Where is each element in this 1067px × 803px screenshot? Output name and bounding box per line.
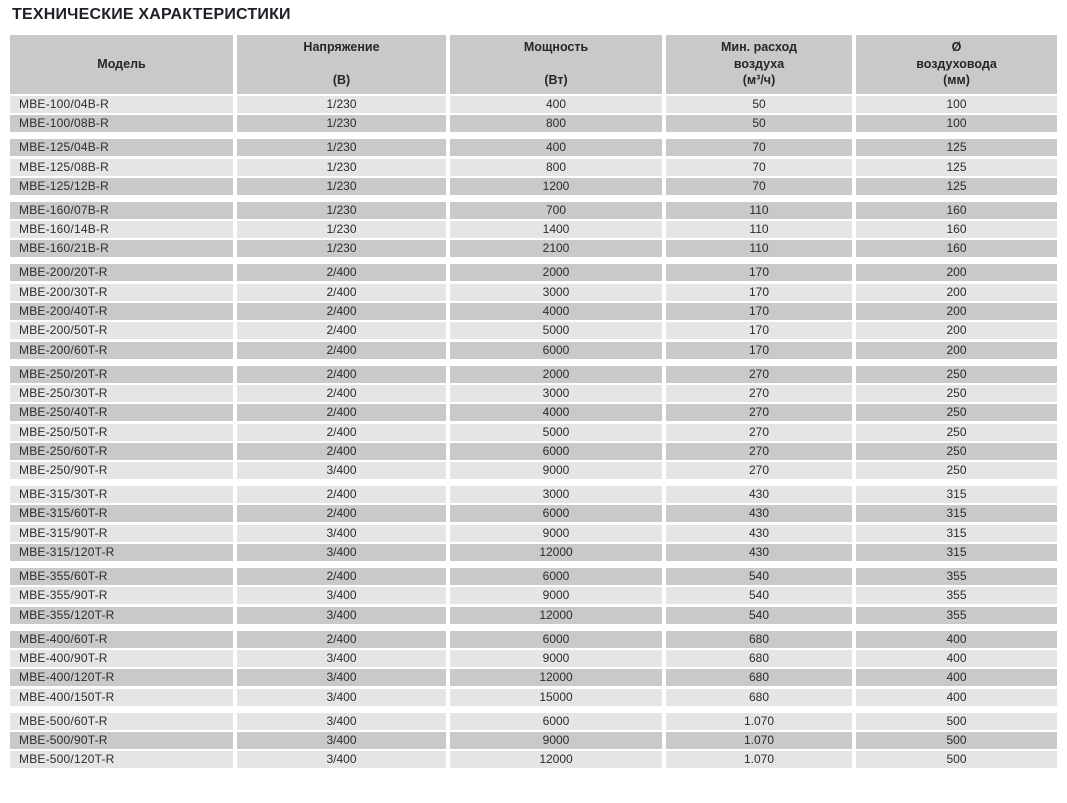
row-group xyxy=(10,139,1057,195)
cell-power: 6000 xyxy=(450,342,662,359)
cell-voltage: 2/400 xyxy=(237,284,446,301)
cell-diameter: 200 xyxy=(856,303,1057,320)
cell-model: MBE-315/30T-R xyxy=(10,486,233,503)
cell-diameter: 160 xyxy=(856,202,1057,219)
cell-airflow: 170 xyxy=(666,303,852,320)
cell-voltage: 2/400 xyxy=(237,385,446,402)
column-header-label: Мин. расход xyxy=(720,40,797,54)
table-row xyxy=(10,240,1057,257)
cell-power: 2100 xyxy=(450,240,662,257)
cell-power: 6000 xyxy=(450,631,662,648)
cell-voltage: 2/400 xyxy=(237,322,446,339)
cell-voltage: 3/400 xyxy=(237,544,446,561)
cell-voltage: 1/230 xyxy=(237,139,446,156)
cell-diameter: 400 xyxy=(856,669,1057,686)
cell-diameter: 355 xyxy=(856,607,1057,624)
cell-diameter: 500 xyxy=(856,751,1057,768)
cell-airflow: 680 xyxy=(666,689,852,706)
cell-voltage: 2/400 xyxy=(237,568,446,585)
cell-diameter: 250 xyxy=(856,385,1057,402)
cell-diameter: 160 xyxy=(856,240,1057,257)
cell-diameter: 400 xyxy=(856,650,1057,667)
cell-power: 9000 xyxy=(450,732,662,749)
table-row xyxy=(10,544,1057,561)
cell-voltage: 2/400 xyxy=(237,486,446,503)
table-row xyxy=(10,505,1057,522)
table-row xyxy=(10,732,1057,749)
cell-voltage: 2/400 xyxy=(237,505,446,522)
cell-diameter: 100 xyxy=(856,115,1057,132)
table-row xyxy=(10,366,1057,383)
cell-power: 6000 xyxy=(450,505,662,522)
cell-airflow: 50 xyxy=(666,115,852,132)
cell-airflow: 50 xyxy=(666,96,852,113)
cell-diameter: 250 xyxy=(856,424,1057,441)
cell-model: MBE-160/07B-R xyxy=(10,202,233,219)
spec-table xyxy=(10,35,1057,770)
cell-voltage: 1/230 xyxy=(237,240,446,257)
column-header-airflow xyxy=(666,35,852,94)
diameter-icon: Ø xyxy=(951,40,962,54)
cell-voltage: 1/230 xyxy=(237,96,446,113)
table-row xyxy=(10,631,1057,648)
cell-model: MBE-250/90T-R xyxy=(10,462,233,479)
cell-power: 12000 xyxy=(450,669,662,686)
cell-airflow: 430 xyxy=(666,544,852,561)
cell-voltage: 2/400 xyxy=(237,631,446,648)
cell-diameter: 315 xyxy=(856,525,1057,542)
cell-airflow: 1.070 xyxy=(666,732,852,749)
cell-diameter: 250 xyxy=(856,443,1057,460)
cell-model: MBE-400/120T-R xyxy=(10,669,233,686)
cell-power: 4000 xyxy=(450,303,662,320)
cell-airflow: 110 xyxy=(666,221,852,238)
cell-power: 1200 xyxy=(450,178,662,195)
cell-model: MBE-400/150T-R xyxy=(10,689,233,706)
table-row xyxy=(10,751,1057,768)
table-row xyxy=(10,96,1057,113)
cell-diameter: 250 xyxy=(856,404,1057,421)
column-header-label: Напряжение xyxy=(303,40,380,54)
cell-diameter: 400 xyxy=(856,631,1057,648)
cell-model: MBE-200/60T-R xyxy=(10,342,233,359)
table-row xyxy=(10,284,1057,301)
cell-airflow: 430 xyxy=(666,525,852,542)
row-group xyxy=(10,366,1057,479)
table-body xyxy=(10,96,1057,768)
cell-model: MBE-400/90T-R xyxy=(10,650,233,667)
cell-diameter: 315 xyxy=(856,505,1057,522)
table-row xyxy=(10,525,1057,542)
cell-model: MBE-100/04B-R xyxy=(10,96,233,113)
column-header-unit: (м³/ч) xyxy=(742,73,776,87)
cell-airflow: 540 xyxy=(666,568,852,585)
cell-airflow: 270 xyxy=(666,366,852,383)
cell-model: MBE-500/90T-R xyxy=(10,732,233,749)
cell-model: MBE-200/50T-R xyxy=(10,322,233,339)
cell-diameter: 250 xyxy=(856,462,1057,479)
column-header-label: Модель xyxy=(97,56,146,71)
cell-model: MBE-125/08B-R xyxy=(10,159,233,176)
cell-power: 6000 xyxy=(450,443,662,460)
cell-airflow: 170 xyxy=(666,284,852,301)
cell-power: 400 xyxy=(450,96,662,113)
column-header-unit: (мм) xyxy=(943,73,970,87)
cell-airflow: 70 xyxy=(666,139,852,156)
cell-power: 9000 xyxy=(450,525,662,542)
table-row xyxy=(10,669,1057,686)
column-header-unit: (Вт) xyxy=(544,73,568,87)
column-header-label: воздуховода xyxy=(916,56,997,71)
cell-airflow: 270 xyxy=(666,404,852,421)
cell-airflow: 110 xyxy=(666,202,852,219)
table-row xyxy=(10,607,1057,624)
cell-power: 3000 xyxy=(450,486,662,503)
row-group xyxy=(10,96,1057,132)
cell-airflow: 270 xyxy=(666,385,852,402)
cell-voltage: 3/400 xyxy=(237,689,446,706)
table-row xyxy=(10,689,1057,706)
row-group xyxy=(10,264,1057,358)
table-row xyxy=(10,424,1057,441)
cell-voltage: 2/400 xyxy=(237,303,446,320)
cell-voltage: 2/400 xyxy=(237,424,446,441)
cell-power: 12000 xyxy=(450,607,662,624)
cell-diameter: 250 xyxy=(856,366,1057,383)
cell-model: MBE-200/30T-R xyxy=(10,284,233,301)
table-row xyxy=(10,115,1057,132)
cell-model: MBE-500/60T-R xyxy=(10,713,233,730)
cell-power: 5000 xyxy=(450,322,662,339)
cell-airflow: 540 xyxy=(666,587,852,604)
cell-voltage: 3/400 xyxy=(237,669,446,686)
cell-airflow: 680 xyxy=(666,650,852,667)
cell-model: MBE-160/14B-R xyxy=(10,221,233,238)
table-row xyxy=(10,385,1057,402)
cell-model: MBE-355/120T-R xyxy=(10,607,233,624)
cell-model: MBE-100/08B-R xyxy=(10,115,233,132)
cell-voltage: 1/230 xyxy=(237,202,446,219)
cell-power: 9000 xyxy=(450,462,662,479)
cell-voltage: 2/400 xyxy=(237,404,446,421)
cell-power: 12000 xyxy=(450,544,662,561)
cell-airflow: 1.070 xyxy=(666,751,852,768)
cell-airflow: 540 xyxy=(666,607,852,624)
table-row xyxy=(10,713,1057,730)
cell-airflow: 430 xyxy=(666,505,852,522)
table-header xyxy=(10,35,1057,94)
cell-airflow: 170 xyxy=(666,264,852,281)
cell-diameter: 315 xyxy=(856,486,1057,503)
cell-voltage: 3/400 xyxy=(237,650,446,667)
row-group xyxy=(10,568,1057,624)
row-group xyxy=(10,486,1057,561)
cell-power: 9000 xyxy=(450,650,662,667)
table-row xyxy=(10,159,1057,176)
table-row xyxy=(10,139,1057,156)
table-row xyxy=(10,178,1057,195)
cell-model: MBE-200/40T-R xyxy=(10,303,233,320)
row-group xyxy=(10,713,1057,769)
cell-diameter: 200 xyxy=(856,264,1057,281)
table-row xyxy=(10,303,1057,320)
cell-power: 800 xyxy=(450,159,662,176)
cell-diameter: 100 xyxy=(856,96,1057,113)
cell-model: MBE-355/90T-R xyxy=(10,587,233,604)
cell-power: 4000 xyxy=(450,404,662,421)
cell-voltage: 3/400 xyxy=(237,462,446,479)
cell-voltage: 2/400 xyxy=(237,342,446,359)
cell-airflow: 270 xyxy=(666,462,852,479)
cell-model: MBE-125/04B-R xyxy=(10,139,233,156)
cell-model: MBE-200/20T-R xyxy=(10,264,233,281)
cell-diameter: 500 xyxy=(856,713,1057,730)
cell-diameter: 125 xyxy=(856,139,1057,156)
cell-airflow: 170 xyxy=(666,322,852,339)
cell-model: MBE-315/90T-R xyxy=(10,525,233,542)
cell-voltage: 1/230 xyxy=(237,221,446,238)
table-row xyxy=(10,264,1057,281)
cell-airflow: 110 xyxy=(666,240,852,257)
cell-voltage: 3/400 xyxy=(237,607,446,624)
cell-airflow: 270 xyxy=(666,443,852,460)
cell-voltage: 3/400 xyxy=(237,713,446,730)
cell-model: MBE-250/30T-R xyxy=(10,385,233,402)
cell-model: MBE-250/60T-R xyxy=(10,443,233,460)
column-header-label: воздуха xyxy=(733,56,785,71)
cell-voltage: 1/230 xyxy=(237,159,446,176)
cell-diameter: 315 xyxy=(856,544,1057,561)
cell-diameter: 400 xyxy=(856,689,1057,706)
cell-model: MBE-500/120T-R xyxy=(10,751,233,768)
cell-airflow: 270 xyxy=(666,424,852,441)
table-row xyxy=(10,486,1057,503)
column-header-voltage xyxy=(237,35,446,94)
cell-model: MBE-250/40T-R xyxy=(10,404,233,421)
cell-power: 12000 xyxy=(450,751,662,768)
cell-airflow: 70 xyxy=(666,178,852,195)
cell-power: 2000 xyxy=(450,366,662,383)
cell-power: 9000 xyxy=(450,587,662,604)
cell-model: MBE-315/60T-R xyxy=(10,505,233,522)
cell-model: MBE-400/60T-R xyxy=(10,631,233,648)
cell-power: 3000 xyxy=(450,385,662,402)
table-row xyxy=(10,587,1057,604)
table-row xyxy=(10,462,1057,479)
table-row xyxy=(10,443,1057,460)
cell-model: MBE-250/50T-R xyxy=(10,424,233,441)
table-row xyxy=(10,221,1057,238)
cell-voltage: 3/400 xyxy=(237,587,446,604)
cell-model: MBE-355/60T-R xyxy=(10,568,233,585)
cell-power: 400 xyxy=(450,139,662,156)
table-row xyxy=(10,650,1057,667)
cell-power: 800 xyxy=(450,115,662,132)
cell-diameter: 200 xyxy=(856,322,1057,339)
cell-power: 3000 xyxy=(450,284,662,301)
cell-airflow: 680 xyxy=(666,669,852,686)
table-row xyxy=(10,202,1057,219)
cell-diameter: 500 xyxy=(856,732,1057,749)
page-title: ТЕХНИЧЕСКИЕ ХАРАКТЕРИСТИКИ xyxy=(12,6,291,23)
column-header-model xyxy=(10,35,233,94)
cell-diameter: 200 xyxy=(856,342,1057,359)
row-group xyxy=(10,202,1057,258)
cell-airflow: 170 xyxy=(666,342,852,359)
cell-power: 15000 xyxy=(450,689,662,706)
table-row xyxy=(10,404,1057,421)
cell-power: 6000 xyxy=(450,568,662,585)
cell-airflow: 1.070 xyxy=(666,713,852,730)
cell-voltage: 3/400 xyxy=(237,525,446,542)
column-header-label: Мощность xyxy=(523,40,589,54)
cell-model: MBE-125/12B-R xyxy=(10,178,233,195)
cell-voltage: 2/400 xyxy=(237,264,446,281)
cell-diameter: 355 xyxy=(856,568,1057,585)
column-header-power xyxy=(450,35,662,94)
cell-airflow: 70 xyxy=(666,159,852,176)
column-header-unit: (В) xyxy=(332,73,351,87)
cell-voltage: 1/230 xyxy=(237,178,446,195)
cell-voltage: 3/400 xyxy=(237,751,446,768)
table-row xyxy=(10,322,1057,339)
cell-diameter: 125 xyxy=(856,178,1057,195)
table-row xyxy=(10,342,1057,359)
cell-voltage: 3/400 xyxy=(237,732,446,749)
cell-model: MBE-250/20T-R xyxy=(10,366,233,383)
cell-power: 2000 xyxy=(450,264,662,281)
cell-voltage: 2/400 xyxy=(237,366,446,383)
cell-diameter: 125 xyxy=(856,159,1057,176)
cell-airflow: 430 xyxy=(666,486,852,503)
cell-voltage: 2/400 xyxy=(237,443,446,460)
column-header-diameter xyxy=(856,35,1057,94)
table-row xyxy=(10,568,1057,585)
cell-power: 5000 xyxy=(450,424,662,441)
row-group xyxy=(10,631,1057,706)
cell-power: 700 xyxy=(450,202,662,219)
cell-airflow: 680 xyxy=(666,631,852,648)
cell-diameter: 160 xyxy=(856,221,1057,238)
cell-power: 1400 xyxy=(450,221,662,238)
cell-power: 6000 xyxy=(450,713,662,730)
cell-model: MBE-315/120T-R xyxy=(10,544,233,561)
cell-model: MBE-160/21B-R xyxy=(10,240,233,257)
cell-diameter: 200 xyxy=(856,284,1057,301)
cell-diameter: 355 xyxy=(856,587,1057,604)
cell-voltage: 1/230 xyxy=(237,115,446,132)
